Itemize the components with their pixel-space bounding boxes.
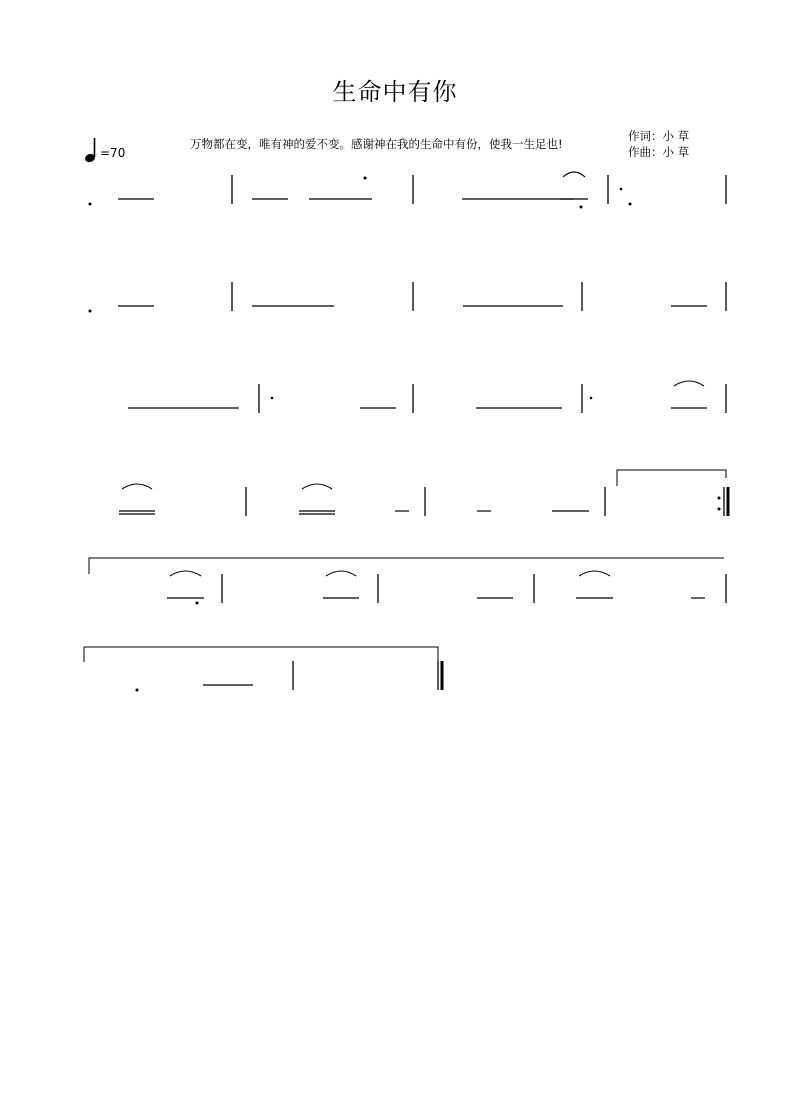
volta-bracket-1 [617,470,726,486]
octave-dot-high [364,177,367,180]
octave-dot-low [629,203,632,206]
song-subtitle: 万物都在变，唯有神的爱不变。感谢神在我的生命中有份，使我一生足也! [190,137,563,151]
composer-credit: 作曲：小 草 [628,145,690,159]
repeat-dot [718,508,721,511]
tie-slur [579,571,610,576]
volta-bracket-3 [84,647,438,662]
tie-slur [302,484,332,489]
octave-dot-low [89,310,92,313]
repeat-dot [718,497,721,500]
song-title: 生命中有你 [332,78,458,106]
tie-slur [170,571,201,576]
lyricist-credit: 作词：小 草 [628,129,690,143]
lead-dot [590,397,593,400]
tie-slur [122,484,152,489]
octave-dot-low [196,602,199,605]
octave-dot-low [89,203,92,206]
lead-dot [620,188,623,191]
octave-dot-low [580,206,583,209]
lead-dot [271,397,274,400]
octave-dot-low [136,689,139,692]
volta-bracket-2 [89,558,724,574]
tie-slur [563,172,585,177]
tempo-value: =70 [100,146,126,160]
tie-slur [326,571,356,576]
tie-slur [674,381,704,386]
